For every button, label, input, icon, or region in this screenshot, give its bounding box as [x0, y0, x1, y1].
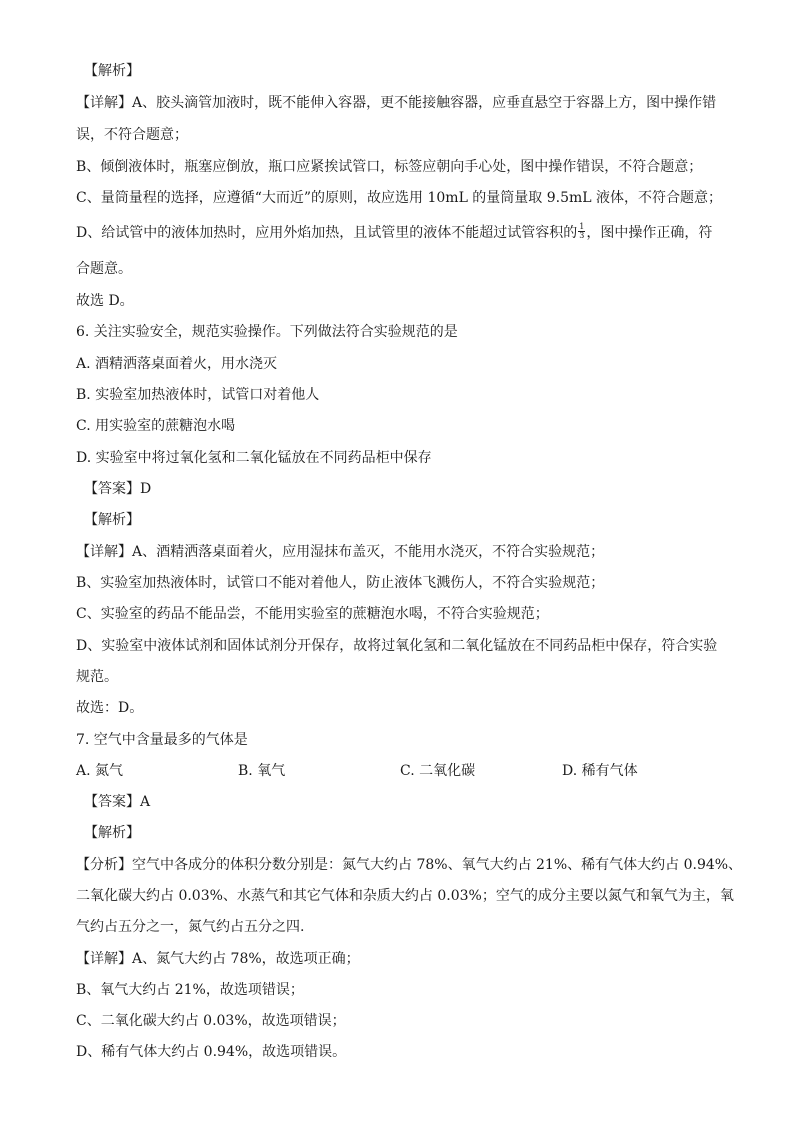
- answer-tag: 【答案】: [84, 794, 140, 810]
- fraction-one-third: [578, 223, 585, 240]
- detail-tag: 【详解】: [76, 951, 132, 967]
- detail-line: [76, 542, 604, 562]
- detail-tag: 【详解】: [76, 544, 132, 560]
- analysis-line: [76, 855, 742, 875]
- fraction-denominator: 3: [579, 230, 585, 240]
- text-line: C、实验室的药品不能品尝，不能用实验室的蔗糖泡水喝，不符合实验规范；: [76, 606, 549, 622]
- text-line: B、实验室加热液体时，试管口不能对着他人，防止液体飞溅伤人，不符合实验规范；: [76, 575, 605, 591]
- answer-tag: 【答案】: [84, 481, 140, 497]
- text-line: 合题意。: [76, 261, 132, 277]
- option-c: C. 用实验室的蔗糖泡水喝: [76, 418, 236, 434]
- option-b: B. 实验室加热液体时，试管口对着他人: [76, 387, 320, 403]
- analysis-heading: 【解析】: [84, 512, 140, 528]
- analysis-tag: 【分析】: [76, 857, 132, 873]
- answer-line: [84, 479, 151, 499]
- fraction-numerator: 1: [579, 221, 585, 231]
- text-line-with-fraction: [76, 223, 712, 243]
- conclusion-line: 故选 D。: [76, 293, 134, 309]
- text-line: D、稀有气体大约占 0.94%，故选项错误。: [76, 1044, 347, 1060]
- question-stem: 7. 空气中含量最多的气体是: [76, 732, 248, 748]
- analysis-text: 空气中各成分的体积分数分别是：氮气大约占 78%、氧气大约占 21%、稀有气体大约占 0.94%、: [132, 857, 743, 873]
- text-line: 气约占五分之一，氮气约占五分之四.: [76, 919, 305, 935]
- text-line: 二氧化碳大约占 0.03%、水蒸气和其它气体和杂质大约占 0.03%；空气的成分主要以氮气和氧气为主，氧: [76, 888, 734, 904]
- text-line: 规范。: [76, 669, 118, 685]
- text-line: C、二氧化碳大约占 0.03%，故选项错误；: [76, 1013, 346, 1029]
- option-a: A. 氮气: [76, 763, 124, 779]
- text-segment: ，图中操作正确，符: [586, 225, 713, 241]
- text-line: C、量筒量程的选择，应遵循“大而近”的原则，故应选用 10mL 的量筒量取 9.5mL 液体，不符合题意；: [76, 190, 723, 206]
- text-line: D、实验室中液体试剂和固体试剂分开保存，故将过氧化氢和二氧化锰放在不同药品柜中保存，符合实验: [76, 638, 718, 654]
- option-d: D. 实验室中将过氧化氢和二氧化锰放在不同药品柜中保存: [76, 450, 432, 466]
- analysis-heading: 【解析】: [84, 63, 140, 79]
- analysis-heading: 【解析】: [84, 825, 140, 841]
- detail-text: A、酒精洒落桌面着火，应用湿抹布盖灭，不能用水浇灭，不符合实验规范；: [132, 544, 605, 560]
- detail-text: A、胶头滴管加液时，既不能伸入容器，更不能接触容器，应垂直悬空于容器上方，图中操作错: [132, 95, 717, 111]
- text-line: 误，不符合题意；: [76, 127, 188, 143]
- detail-line: [76, 949, 360, 969]
- detail-tag: 【详解】: [76, 95, 132, 111]
- answer-line: [84, 792, 150, 812]
- option-a: A. 酒精洒落桌面着火，用水浇灭: [76, 356, 278, 372]
- answer-value: A: [140, 794, 151, 810]
- text-segment: D、给试管中的液体加热时，应用外焰加热，且试管里的液体不能超过试管容积的: [76, 225, 578, 241]
- option-c: C. 二氧化碳: [400, 763, 476, 779]
- conclusion-line: 故选：D。: [76, 700, 144, 716]
- text-line: B、倾倒液体时，瓶塞应倒放，瓶口应紧挨试管口，标签应朝向手心处，图中操作错误，不符合题意；: [76, 159, 703, 175]
- answer-value: D: [140, 481, 152, 497]
- detail-text: A、氮气大约占 78%，故选项正确；: [132, 951, 360, 967]
- text-line: B、氧气大约占 21%，故选项错误；: [76, 982, 304, 998]
- option-d: D. 稀有气体: [562, 763, 638, 779]
- detail-line: [76, 93, 716, 113]
- question-stem: 6. 关注实验安全，规范实验操作。下列做法符合实验规范的是: [76, 324, 458, 340]
- option-b: B. 氧气: [238, 763, 286, 779]
